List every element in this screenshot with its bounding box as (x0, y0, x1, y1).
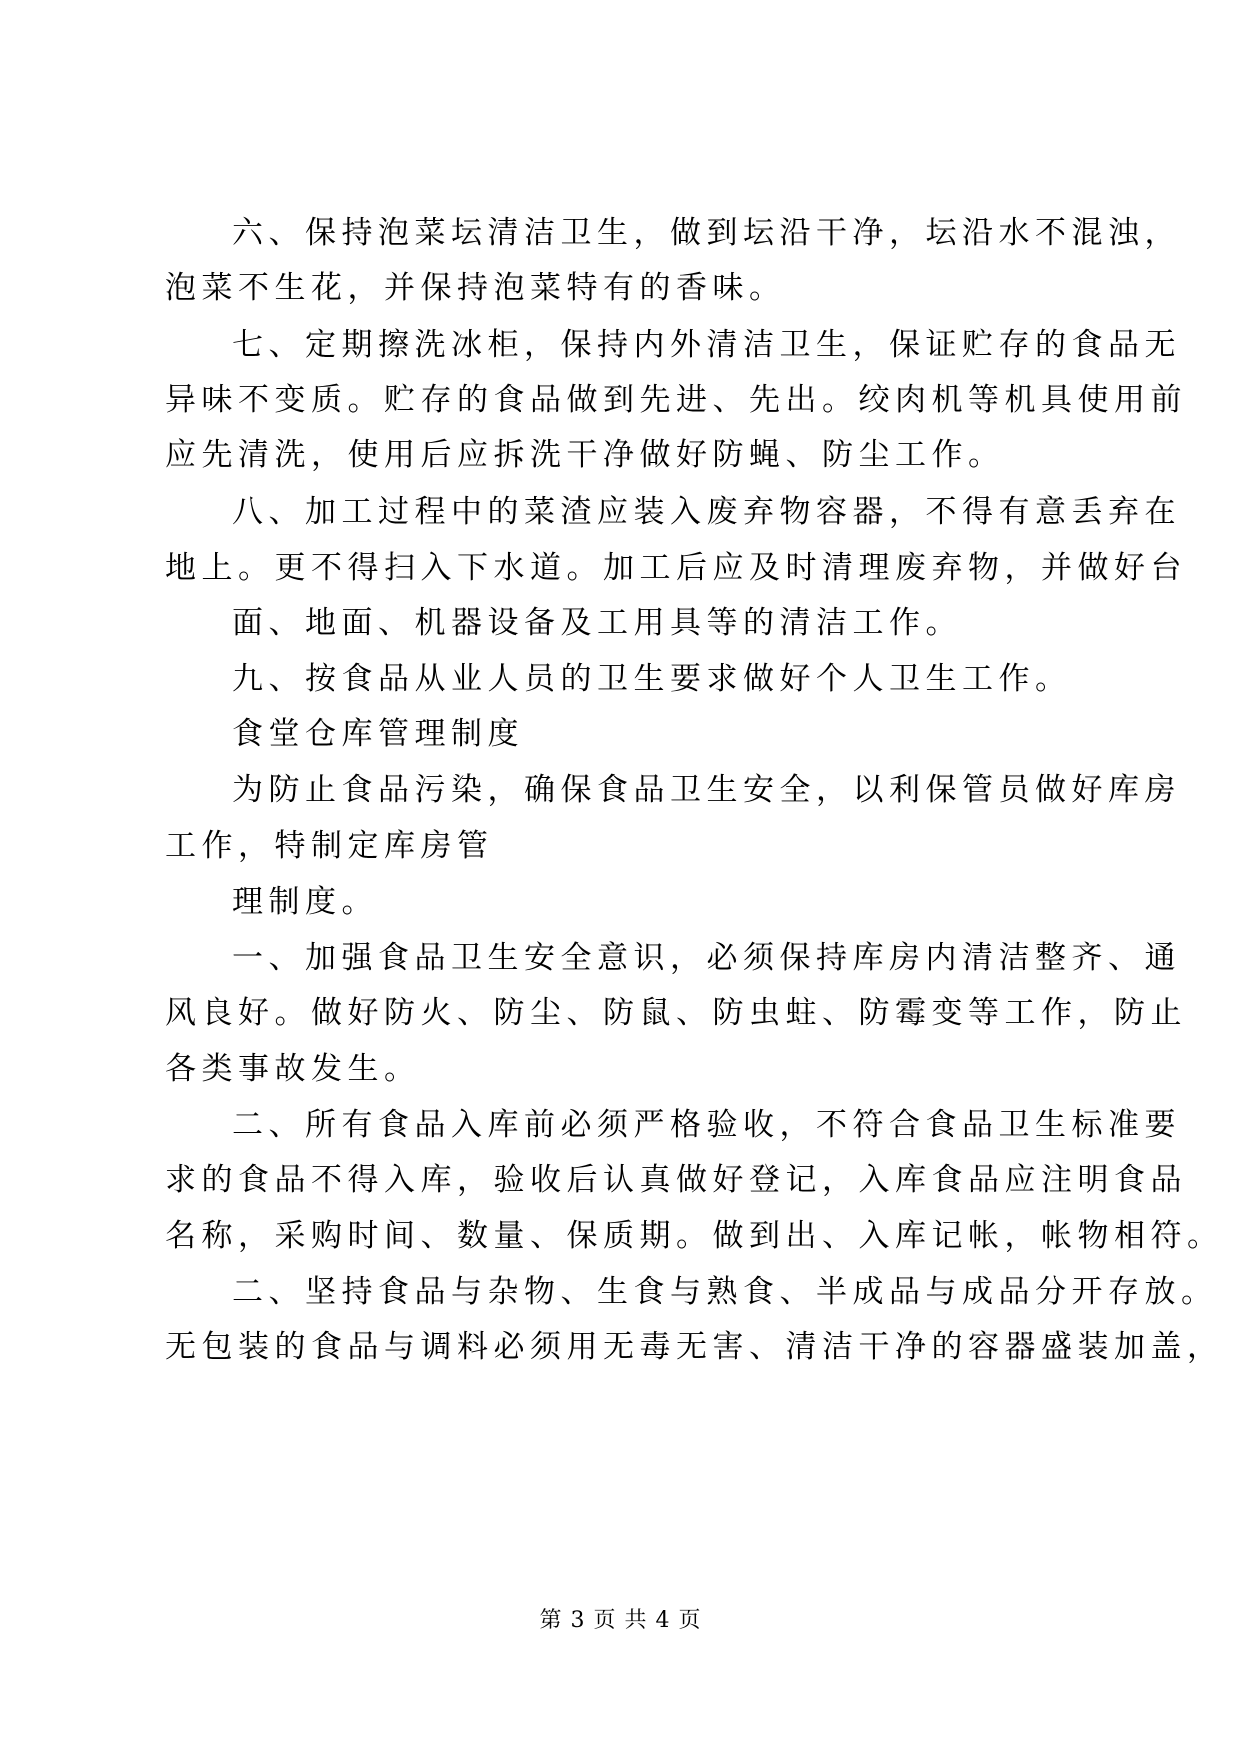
text-line: 六、保持泡菜坛清洁卫生，做到坛沿干净，坛沿水不混浊， (232, 215, 1181, 251)
text-line: 地上。更不得扫入下水道。加工后应及时清理废弃物，并做好台 (165, 550, 1187, 586)
text-line: 异味不变质。贮存的食品做到先进、先出。绞肉机等机具使用前 (165, 382, 1187, 418)
text-line: 一、加强食品卫生安全意识，必须保持库房内清洁整齐、通 (232, 940, 1181, 976)
section-title: 食堂仓库管理制度 (232, 716, 524, 752)
text-line: 无包装的食品与调料必须用无毒无害、清洁干净的容器盛装加盖， (165, 1329, 1224, 1365)
text-line: 面、地面、机器设备及工用具等的清洁工作。 (232, 605, 962, 641)
text-line: 二、坚持食品与杂物、生食与熟食、半成品与成品分开存放。 (232, 1274, 1218, 1310)
text-line: 八、加工过程中的菜渣应装入废弃物容器，不得有意丢弃在 (232, 494, 1181, 530)
text-line: 七、定期擦洗冰柜，保持内外清洁卫生，保证贮存的食品无 (232, 327, 1181, 363)
text-line: 泡菜不生花，并保持泡菜特有的香味。 (165, 270, 786, 306)
page-number-footer: 第 3 页 共 4 页 (539, 1608, 702, 1633)
text-line: 应先清洗，使用后应拆洗干净做好防蝇、防尘工作。 (165, 437, 1005, 473)
text-line: 各类事故发生。 (165, 1051, 421, 1087)
text-line: 为防止食品污染，确保食品卫生安全，以利保管员做好库房 (232, 772, 1181, 808)
text-line: 名称，采购时间、数量、保质期。做到出、入库记帐，帐物相符。 (165, 1218, 1224, 1254)
text-line: 理制度。 (232, 884, 378, 920)
text-line: 求的食品不得入库，验收后认真做好登记，入库食品应注明食品 (165, 1162, 1187, 1198)
text-line: 九、按食品从业人员的卫生要求做好个人卫生工作。 (232, 661, 1072, 697)
text-line: 二、所有食品入库前必须严格验收，不符合食品卫生标准要 (232, 1107, 1181, 1143)
text-line: 风良好。做好防火、防尘、防鼠、防虫蛀、防霉变等工作，防止 (165, 995, 1187, 1031)
text-line: 工作，特制定库房管 (165, 828, 494, 864)
